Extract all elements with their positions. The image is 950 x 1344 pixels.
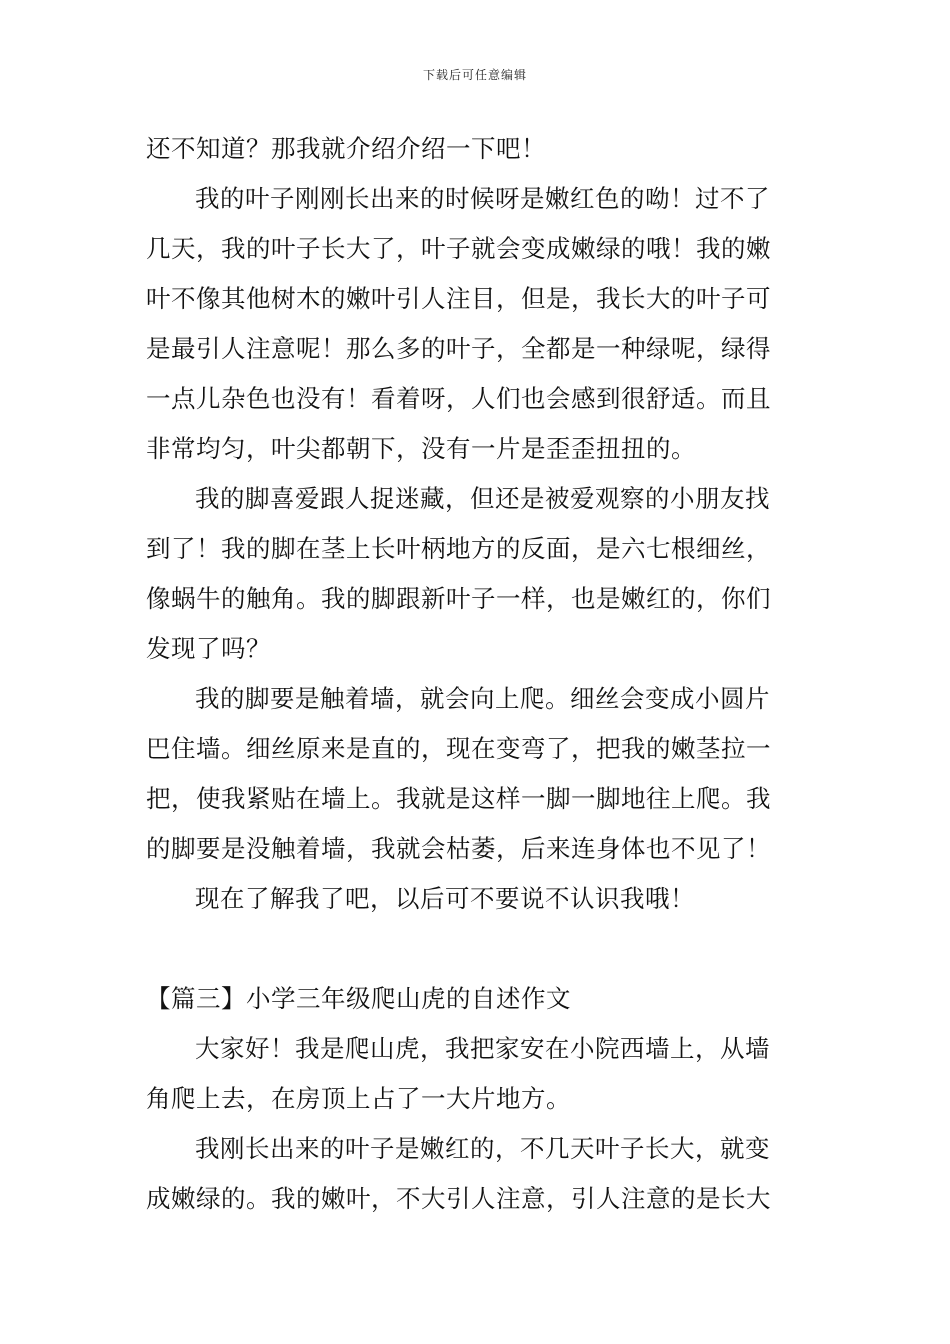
text-line: 是最引人注意呢！那么多的叶子，全都是一种绿呢，绿得 <box>146 334 771 363</box>
text-line: 我的叶子刚刚长出来的时候呀是嫩红色的呦！过不了 <box>195 184 770 213</box>
text-line: 我的脚要是触着墙，就会向上爬。细丝会变成小圆片 <box>195 684 770 713</box>
text-line: 把，使我紧贴在墙上。我就是这样一脚一脚地往上爬。我 <box>146 784 771 813</box>
text-line: 叶不像其他树木的嫩叶引人注目，但是，我长大的叶子可 <box>146 284 771 313</box>
text-line: 一点儿杂色也没有！看着呀，人们也会感到很舒适。而且 <box>146 384 771 413</box>
text-line: 大家好！我是爬山虎，我把家安在小院西墙上，从墙 <box>195 1034 770 1063</box>
text-line: 成嫩绿的。我的嫩叶，不大引人注意，引人注意的是长大 <box>146 1184 771 1213</box>
section-heading: 【篇三】小学三年级爬山虎的自述作文 <box>146 984 571 1013</box>
text-line: 像蜗牛的触角。我的脚跟新叶子一样，也是嫩红的，你们 <box>146 584 771 613</box>
text-line: 现在了解我了吧，以后可不要说不认识我哦！ <box>195 884 695 913</box>
document-body <box>146 124 808 1224</box>
text-line: 到了！我的脚在茎上长叶柄地方的反面，是六七根细丝， <box>146 534 771 563</box>
text-line: 角爬上去，在房顶上占了一大片地方。 <box>146 1084 571 1113</box>
text-line: 几天，我的叶子长大了，叶子就会变成嫩绿的哦！我的嫩 <box>146 234 771 263</box>
text-line: 还不知道？那我就介绍介绍一下吧！ <box>146 134 546 163</box>
text-line: 我刚长出来的叶子是嫩红的，不几天叶子长大，就变 <box>195 1134 770 1163</box>
text-line: 发现了吗？ <box>146 634 271 663</box>
page-header: 下载后可任意编辑 <box>422 68 527 82</box>
text-line: 非常均匀，叶尖都朝下，没有一片是歪歪扭扭的。 <box>146 434 696 463</box>
text-line: 我的脚喜爱跟人捉迷藏，但还是被爱观察的小朋友找 <box>195 484 770 513</box>
text-line: 的脚要是没触着墙，我就会枯萎，后来连身体也不见了！ <box>146 834 771 863</box>
blank-line <box>146 924 808 974</box>
text-line: 巴住墙。细丝原来是直的，现在变弯了，把我的嫩茎拉一 <box>146 734 771 763</box>
